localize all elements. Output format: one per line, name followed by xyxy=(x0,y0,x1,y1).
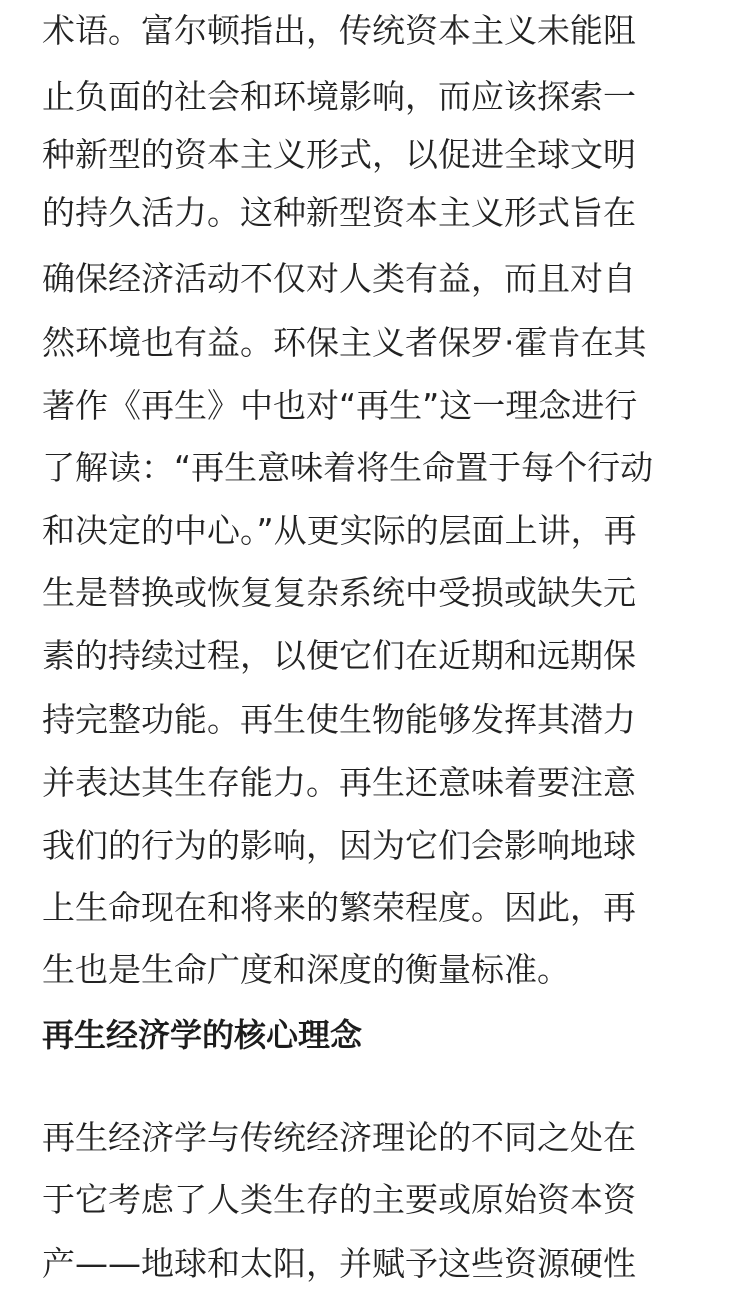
paragraph-line: 并表达其生存能力。再生还意味着要注意 xyxy=(42,763,636,802)
paragraph-line: 种新型的资本主义形式，以促进全球文明 xyxy=(42,135,636,174)
paragraph-line: 持完整功能。再生使生物能够发挥其潜力 xyxy=(42,700,636,739)
paragraph-line: 然环境也有益。环保主义者保罗·霍肯在其 xyxy=(42,323,647,362)
paragraph-line: 上生命现在和将来的繁荣程度。因此，再 xyxy=(42,888,636,927)
paragraph-line: 产——地球和太阳，并赋予这些资源硬性 xyxy=(42,1244,636,1283)
paragraph-line: 的持久活力。这种新型资本主义形式旨在 xyxy=(42,193,636,232)
paragraph-line: 生也是生命广度和深度的衡量标准。 xyxy=(42,950,570,989)
paragraph-line: 素的持续过程，以便它们在近期和远期保 xyxy=(42,636,636,675)
paragraph-line: 止负面的社会和环境影响，而应该探索一 xyxy=(42,77,636,116)
paragraph-line: 我们的行为的影响，因为它们会影响地球 xyxy=(42,826,636,865)
paragraph-line: 著作《再生》中也对“再生”这一理念进行 xyxy=(42,386,638,425)
paragraph-line: 生是替换或恢复复杂系统中受损或缺失元 xyxy=(42,573,636,612)
paragraph-line: 于它考虑了人类生存的主要或原始资本资 xyxy=(42,1180,636,1219)
paragraph-line: 术语。富尔顿指出，传统资本主义未能阻 xyxy=(42,11,636,50)
section-heading: 再生经济学的核心理念 xyxy=(42,1016,363,1054)
paragraph-line: 和决定的中心。”从更实际的层面上讲，再 xyxy=(42,511,637,550)
paragraph-line: 再生经济学与传统经济理论的不同之处在 xyxy=(42,1118,636,1157)
paragraph-line: 了解读：“再生意味着将生命置于每个行动 xyxy=(42,448,654,487)
paragraph-line: 确保经济活动不仅对人类有益，而且对自 xyxy=(42,259,636,298)
